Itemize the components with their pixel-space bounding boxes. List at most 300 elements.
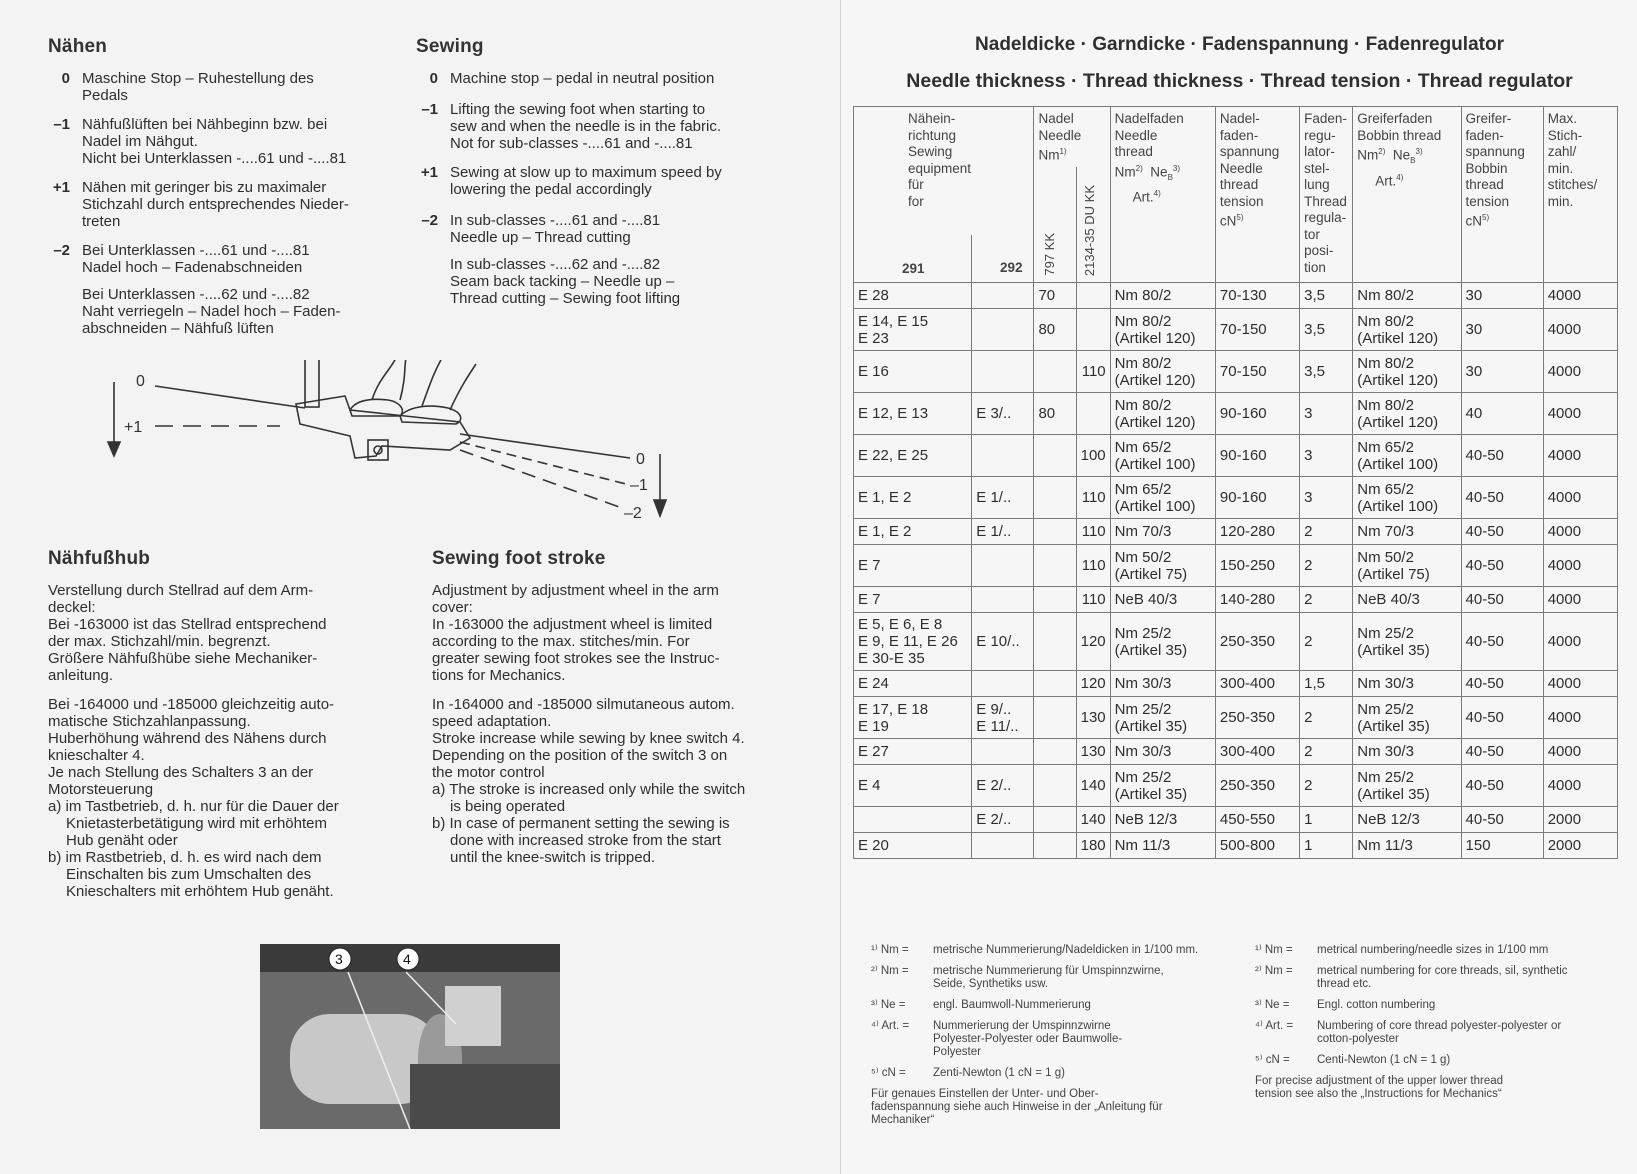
header-equipment — [854, 107, 1034, 283]
footnotes-en — [1255, 944, 1595, 1101]
step-item — [416, 212, 766, 246]
cell-291: E 4 — [854, 765, 972, 807]
minus1-dashed-line — [460, 442, 626, 484]
cell-needle-tension: 90-160 — [1215, 435, 1299, 477]
label-0-right: 0 — [636, 451, 645, 468]
cell-797kk — [1034, 833, 1076, 859]
cell-291: E 5, E 6, E 8 E 9, E 11, E 26 E 30-E 35 — [854, 613, 972, 671]
motor-photo-image — [260, 944, 560, 1129]
footnote-key: ⁴⁾ Art. = — [1255, 1020, 1294, 1032]
cell-291: E 22, E 25 — [854, 435, 972, 477]
cell-2134kk: 100 — [1076, 435, 1110, 477]
footnote-key: ²⁾ Nm = — [871, 965, 909, 977]
table-row — [854, 613, 1618, 671]
cell-regulator: 2 — [1300, 519, 1353, 545]
step-number: +1 — [52, 179, 70, 196]
cell-2134kk — [1076, 393, 1110, 435]
pedal-diagram — [100, 360, 700, 545]
step-item — [48, 116, 393, 167]
cell-797kk: 80 — [1034, 393, 1076, 435]
step-text: Nähen mit geringer bis zu maximaler Stichzahl durch entsprechendes Nieder- treten — [82, 179, 349, 230]
cell-needle-tension: 500-800 — [1215, 833, 1299, 859]
step-text: Machine stop – pedal in neutral position — [450, 70, 715, 87]
cell-292 — [972, 739, 1034, 765]
header-291: 291 — [902, 260, 925, 276]
step-text: Sewing at slow up to maximum speed by lowering the pedal accordingly — [450, 164, 722, 198]
cell-needle-thread: NeB 12/3 — [1110, 807, 1215, 833]
header-text: Bobbin thread — [1357, 127, 1442, 143]
cell-291: E 7 — [854, 587, 972, 613]
table-row — [854, 671, 1618, 697]
right-arrow-head — [654, 500, 666, 516]
footnote-key: ³⁾ Ne = — [871, 999, 906, 1011]
stroke-option-b: b) In case of permanent setting the sewing is done with increased stroke from the start until the knee-switch is tripped. — [432, 815, 730, 866]
cell-291: E 24 — [854, 671, 972, 697]
cell-bobbin-tension: 30 — [1461, 309, 1543, 351]
cell-2134kk: 120 — [1076, 671, 1110, 697]
cell-needle-thread: Nm 25/2 (Artikel 35) — [1110, 765, 1215, 807]
footnote-text: metrische Nummerierung für Umspinnzwirne, Seide, Synthetiks usw. — [933, 965, 1164, 990]
cell-292 — [972, 671, 1034, 697]
german-sewing-column — [48, 36, 393, 349]
cell-292 — [972, 309, 1034, 351]
footnote — [871, 999, 1211, 1012]
footnote-text: Centi-Newton (1 cN = 1 g) — [1317, 1054, 1451, 1066]
cell-regulator: 3,5 — [1300, 309, 1353, 351]
cell-2134kk: 140 — [1076, 807, 1110, 833]
cell-regulator: 3,5 — [1300, 283, 1353, 309]
footnote-ref: 3) — [1415, 147, 1423, 156]
cell-max-stitches: 4000 — [1543, 283, 1617, 309]
cell-797kk — [1034, 739, 1076, 765]
cell-2134kk — [1076, 309, 1110, 351]
table-row — [854, 435, 1618, 477]
footnote — [1255, 1020, 1595, 1046]
cell-needle-thread: Nm 30/3 — [1110, 739, 1215, 765]
stroke-paragraph: Adjustment by adjustment wheel in the arm cover: In -163000 the adjustment wheel is limited according to the max. stitches/min. For greater sewing foot strokes see the Instruc- tions for Mechanics. — [432, 582, 720, 684]
cell-bobbin-thread: Nm 25/2 (Artikel 35) — [1353, 613, 1461, 671]
cell-292 — [972, 283, 1034, 309]
cell-regulator: 2 — [1300, 739, 1353, 765]
footnote — [871, 965, 1211, 991]
step-item — [416, 70, 766, 87]
cell-292: E 2/.. — [972, 807, 1034, 833]
table-title-de: Nadeldicke · Garndicke · Fadenspannung · Fadenregulator — [975, 34, 1504, 55]
neutral-line-left — [155, 386, 305, 408]
footnote-ref: 1) — [1059, 147, 1067, 156]
label-plus1-left: +1 — [124, 419, 143, 436]
cell-bobbin-tension: 40-50 — [1461, 587, 1543, 613]
cell-bobbin-tension: 40-50 — [1461, 519, 1543, 545]
cell-bobbin-thread: Nm 70/3 — [1353, 519, 1461, 545]
cell-needle-tension: 250-350 — [1215, 697, 1299, 739]
header-needle-text: Nadel Needle Nm — [1038, 111, 1082, 163]
cell-292 — [972, 351, 1034, 393]
cell-bobbin-tension: 40-50 — [1461, 613, 1543, 671]
header-797kk: 797 KK — [1042, 233, 1058, 276]
cell-797kk — [1034, 671, 1076, 697]
footnote-ref: 4) — [1153, 189, 1161, 199]
cell-797kk — [1034, 435, 1076, 477]
cell-2134kk: 110 — [1076, 351, 1110, 393]
cell-291: E 20 — [854, 833, 972, 859]
cell-needle-thread: Nm 50/2 (Artikel 75) — [1110, 545, 1215, 587]
cell-needle-tension: 140-280 — [1215, 587, 1299, 613]
footnote-note: Für genaues Einstellen der Unter- und Ober- fadenspannung siehe auch Hinweise in der „Anleitung für Mechaniker“ — [871, 1088, 1163, 1126]
step-text: In sub-classes -....61 and -....81 Needle up – Thread cutting — [450, 212, 661, 246]
step-number: –1 — [421, 101, 438, 118]
footnote — [1255, 1054, 1595, 1067]
table-title-en: Needle thickness · Thread thickness · Thread tension · Thread regulator — [906, 70, 1573, 92]
header-text: Art. — [1375, 173, 1397, 189]
footnote — [1255, 944, 1595, 957]
cell-regulator: 2 — [1300, 697, 1353, 739]
cell-291: E 16 — [854, 351, 972, 393]
cell-regulator: 3,5 — [1300, 351, 1353, 393]
footnote-text: Engl. cotton numbering — [1317, 999, 1436, 1011]
cell-bobbin-thread: Nm 80/2 (Artikel 120) — [1353, 393, 1461, 435]
footnote-text: Zenti-Newton (1 cN = 1 g) — [933, 1067, 1065, 1079]
footnote-key: ⁵⁾ cN = — [1255, 1054, 1290, 1066]
cell-797kk: 70 — [1034, 283, 1076, 309]
left-leg-line — [372, 360, 396, 400]
cell-291: E 1, E 2 — [854, 477, 972, 519]
footnote-key: ⁵⁾ cN = — [871, 1067, 906, 1079]
cell-needle-tension: 300-400 — [1215, 671, 1299, 697]
cell-needle-thread: Nm 30/3 — [1110, 671, 1215, 697]
cell-797kk — [1034, 587, 1076, 613]
cell-2134kk: 110 — [1076, 587, 1110, 613]
section-title-naehfusshub: Nähfußhub — [48, 548, 151, 569]
right-page — [840, 0, 1637, 1174]
step-extra — [82, 286, 393, 337]
table-row — [854, 283, 1618, 309]
neutral-line-right — [460, 434, 630, 458]
step-text: Lifting the sewing foot when starting to sew and when the needle is in the fabric. Not for sub-classes -....61 and -....81 — [450, 101, 722, 152]
footnote-text: metrical numbering/needle sizes in 1/100 mm — [1317, 944, 1549, 956]
cell-797kk — [1034, 477, 1076, 519]
step-text: Nähfußlüften bei Nähbeginn bzw. bei Nadel im Nähgut. Nicht bei Unterklassen -....61 und -....81 — [82, 116, 347, 167]
cell-291: E 17, E 18 E 19 — [854, 697, 972, 739]
step-number: –1 — [53, 116, 70, 133]
step-item — [48, 242, 393, 276]
cell-797kk — [1034, 545, 1076, 587]
table-row — [854, 833, 1618, 859]
stroke-paragraph: Bei -164000 und -185000 gleichzeitig auto- matische Stichzahlanpassung. Huberhöhung während des Nähens durch knieschalter 4. Je nach Stellung des Schalters 3 an der Motorsteuerung — [48, 696, 335, 798]
minus2-dashed-line — [460, 450, 622, 508]
cell-bobbin-thread: Nm 25/2 (Artikel 35) — [1353, 697, 1461, 739]
right-leg-line-2 — [450, 364, 476, 410]
cell-max-stitches: 4000 — [1543, 309, 1617, 351]
header-equipment-label: Nähein- richtung Sewing equipment für for — [908, 111, 972, 209]
table-row — [854, 587, 1618, 613]
header-art — [1357, 170, 1456, 190]
footnote — [1255, 999, 1595, 1012]
cell-291: E 14, E 15 E 23 — [854, 309, 972, 351]
footnote — [871, 1067, 1211, 1080]
cell-needle-thread: Nm 80/2 (Artikel 120) — [1110, 393, 1215, 435]
cell-max-stitches: 4000 — [1543, 351, 1617, 393]
header-text: Art. — [1132, 189, 1154, 205]
header-needle-tension — [1215, 107, 1299, 283]
cell-regulator: 1 — [1300, 807, 1353, 833]
cell-292 — [972, 435, 1034, 477]
cell-797kk — [1034, 765, 1076, 807]
cell-needle-tension: 450-550 — [1215, 807, 1299, 833]
header-292: 292 — [1000, 259, 1023, 275]
cell-bobbin-tension: 40-50 — [1461, 697, 1543, 739]
header-needle — [1034, 107, 1110, 283]
cell-292 — [972, 833, 1034, 859]
cell-bobbin-thread: Nm 25/2 (Artikel 35) — [1353, 765, 1461, 807]
cell-needle-tension: 120-280 — [1215, 519, 1299, 545]
cell-max-stitches: 4000 — [1543, 613, 1617, 671]
pedal-body — [296, 396, 470, 458]
cell-bobbin-thread: Nm 50/2 (Artikel 75) — [1353, 545, 1461, 587]
label-0-left: 0 — [136, 373, 145, 390]
cell-max-stitches: 2000 — [1543, 807, 1617, 833]
footnote-text: Numbering of core thread polyester-polyester or cotton-polyester — [1317, 1020, 1562, 1045]
cell-2134kk: 180 — [1076, 833, 1110, 859]
cell-needle-thread: Nm 25/2 (Artikel 35) — [1110, 697, 1215, 739]
cell-regulator: 2 — [1300, 765, 1353, 807]
cell-needle-thread: Nm 65/2 (Artikel 100) — [1110, 435, 1215, 477]
cell-regulator: 3 — [1300, 393, 1353, 435]
cell-bobbin-thread: NeB 12/3 — [1353, 807, 1461, 833]
header-needle-thread — [1110, 107, 1215, 283]
cell-291: E 12, E 13 — [854, 393, 972, 435]
thread-spec-table — [853, 106, 1618, 859]
cell-max-stitches: 4000 — [1543, 587, 1617, 613]
cell-max-stitches: 4000 — [1543, 671, 1617, 697]
header-text: thread — [1114, 144, 1153, 159]
footnote-key: ³⁾ Ne = — [1255, 999, 1290, 1011]
cell-bobbin-tension: 40-50 — [1461, 545, 1543, 587]
footnote-ref: 2) — [1135, 163, 1143, 173]
step-extra — [450, 256, 766, 307]
header-text: Ne — [1150, 164, 1168, 179]
stroke-options — [432, 781, 782, 866]
cell-regulator: 1,5 — [1300, 671, 1353, 697]
cell-292: E 1/.. — [972, 477, 1034, 519]
cell-797kk — [1034, 613, 1076, 671]
table-row — [854, 351, 1618, 393]
cell-292: E 2/.. — [972, 765, 1034, 807]
german-stroke-column — [48, 548, 378, 900]
cell-292: E 3/.. — [972, 393, 1034, 435]
needle-split — [1076, 167, 1077, 283]
cell-292 — [972, 587, 1034, 613]
stroke-option-a: a) im Tastbetrieb, d. h. nur für die Dauer der Knietasterbetätigung wird mit erhöhtem Hub genäht oder — [48, 798, 339, 849]
footnote-text: metrical numbering for core threads, sil, synthetic thread etc. — [1317, 965, 1568, 990]
cell-needle-thread: Nm 70/3 — [1110, 519, 1215, 545]
cell-bobbin-tension: 40-50 — [1461, 477, 1543, 519]
cell-797kk — [1034, 351, 1076, 393]
header-text: Nm — [1357, 147, 1379, 163]
footnote-ref: 4) — [1396, 172, 1404, 182]
footnote-key: ¹⁾ Nm = — [1255, 944, 1293, 956]
header-max-stitches: Max. Stich- zahl/ min. stitches/ min. — [1543, 107, 1617, 283]
cell-needle-thread: Nm 11/3 — [1110, 833, 1215, 859]
cell-bobbin-thread: Nm 30/3 — [1353, 671, 1461, 697]
cell-bobbin-tension: 40-50 — [1461, 435, 1543, 477]
header-nm-ne — [1357, 144, 1456, 170]
cell-regulator: 2 — [1300, 545, 1353, 587]
header-291-cell — [854, 235, 972, 283]
cell-bobbin-thread: Nm 65/2 (Artikel 100) — [1353, 435, 1461, 477]
footnote-ref: 3) — [1172, 163, 1181, 173]
footnote-text: Nummerierung der Umspinnzwirne Polyester-Polyester oder Baumwolle- Polyester — [933, 1020, 1123, 1058]
label-minus2-right: –2 — [624, 505, 642, 522]
callout-4: 4 — [403, 951, 411, 967]
step-extra-text: Bei Unterklassen -....62 und -....82 Naht verriegeln – Nadel hoch – Faden- abschneiden – Nähfuß lüften — [82, 286, 341, 337]
cell-max-stitches: 4000 — [1543, 697, 1617, 739]
footnote-text: metrische Nummerierung/Nadeldicken in 1/100 mm. — [933, 944, 1199, 956]
step-number: 0 — [429, 70, 438, 87]
cell-needle-tension: 90-160 — [1215, 393, 1299, 435]
header-nm-ne — [1115, 161, 1211, 187]
header-bobbin-thread — [1353, 107, 1461, 283]
stroke-options — [48, 798, 378, 900]
cell-2134kk: 110 — [1076, 545, 1110, 587]
table-row — [854, 807, 1618, 833]
header-text: Nm — [1114, 164, 1136, 179]
stroke-paragraph: In -164000 and -185000 silmutaneous autom. speed adaptation. Stroke increase while sewing by knee switch 4. Depending on the position of the switch 3 on the motor control — [432, 696, 745, 781]
right-leg-line — [422, 360, 442, 406]
cell-797kk — [1034, 697, 1076, 739]
cell-regulator: 3 — [1300, 477, 1353, 519]
footnote-text: engl. Baumwoll-Nummerierung — [933, 999, 1091, 1011]
step-number: –2 — [421, 212, 438, 229]
cell-max-stitches: 4000 — [1543, 435, 1617, 477]
cell-needle-tension: 70-130 — [1215, 283, 1299, 309]
cell-needle-thread: Nm 25/2 (Artikel 35) — [1110, 613, 1215, 671]
step-number: 0 — [61, 70, 70, 87]
cell-2134kk: 140 — [1076, 765, 1110, 807]
cell-2134kk: 110 — [1076, 477, 1110, 519]
english-stroke-column — [432, 548, 782, 866]
cell-max-stitches: 4000 — [1543, 393, 1617, 435]
cell-797kk — [1034, 807, 1076, 833]
table-row — [854, 765, 1618, 807]
cell-bobbin-thread: Nm 80/2 (Artikel 120) — [1353, 351, 1461, 393]
header-text: Nadel- faden- spannung Needle thread tension cN — [1219, 111, 1280, 229]
table-row — [854, 519, 1618, 545]
cell-bobbin-tension: 40-50 — [1461, 739, 1543, 765]
cell-max-stitches: 2000 — [1543, 833, 1617, 859]
footnote-key: ²⁾ Nm = — [1255, 965, 1293, 977]
cell-2134kk: 130 — [1076, 739, 1110, 765]
callout-3: 3 — [335, 951, 343, 967]
footnote — [871, 1020, 1211, 1059]
cell-needle-thread: Nm 65/2 (Artikel 100) — [1110, 477, 1215, 519]
footnote-ref: 2) — [1378, 147, 1386, 156]
header-text: Greifer- faden- spannung Bobbin thread tension cN — [1465, 111, 1525, 229]
cell-292 — [972, 545, 1034, 587]
stroke-paragraph: Verstellung durch Stellrad auf dem Arm- deckel: Bei -163000 ist das Stellrad entsprechend der max. Stichzahl/min. begrenzt. Größere Nähfußhübe siehe Mechaniker- anleitung. — [48, 582, 327, 684]
cell-max-stitches: 4000 — [1543, 739, 1617, 765]
cell-bobbin-tension: 40-50 — [1461, 671, 1543, 697]
cell-needle-tension: 70-150 — [1215, 309, 1299, 351]
cell-2134kk: 120 — [1076, 613, 1110, 671]
footnote-ref: 5) — [1236, 213, 1244, 222]
step-item — [48, 179, 393, 230]
cell-needle-tension: 250-350 — [1215, 613, 1299, 671]
step-item — [48, 70, 393, 104]
step-text: Bei Unterklassen -....61 und -....81 Nadel hoch – Fadenabschneiden — [82, 242, 310, 276]
cell-regulator: 2 — [1300, 613, 1353, 671]
english-sewing-column — [416, 36, 766, 319]
step-number: +1 — [420, 164, 438, 181]
cell-797kk: 80 — [1034, 309, 1076, 351]
section-title-sewing-foot-stroke: Sewing foot stroke — [432, 548, 606, 569]
table-row — [854, 545, 1618, 587]
subscript: B — [1167, 172, 1173, 182]
cell-needle-tension: 300-400 — [1215, 739, 1299, 765]
subscript: B — [1410, 156, 1416, 166]
header-art — [1115, 186, 1211, 206]
cell-bobbin-tension: 40-50 — [1461, 765, 1543, 807]
cell-bobbin-thread: Nm 80/2 — [1353, 283, 1461, 309]
cell-bobbin-thread: Nm 30/3 — [1353, 739, 1461, 765]
cell-2134kk: 110 — [1076, 519, 1110, 545]
cell-bobbin-thread: NeB 40/3 — [1353, 587, 1461, 613]
step-number: –2 — [53, 242, 70, 259]
cell-needle-thread: NeB 40/3 — [1110, 587, 1215, 613]
section-title-naehen: Nähen — [48, 36, 108, 57]
cell-regulator: 1 — [1300, 833, 1353, 859]
footnote-ref: 5) — [1482, 213, 1490, 222]
cell-291 — [854, 807, 972, 833]
cell-regulator: 2 — [1300, 587, 1353, 613]
cell-bobbin-tension: 30 — [1461, 351, 1543, 393]
cell-bobbin-thread: Nm 65/2 (Artikel 100) — [1353, 477, 1461, 519]
motor-photo — [260, 944, 560, 1129]
table-row — [854, 739, 1618, 765]
cell-291: E 1, E 2 — [854, 519, 972, 545]
cell-291: E 27 — [854, 739, 972, 765]
cell-2134kk: 130 — [1076, 697, 1110, 739]
header-bobbin-tension — [1461, 107, 1543, 283]
table-row — [854, 393, 1618, 435]
table-row — [854, 477, 1618, 519]
cell-max-stitches: 4000 — [1543, 519, 1617, 545]
cell-needle-thread: Nm 80/2 (Artikel 120) — [1110, 309, 1215, 351]
footnote-key: ⁴⁾ Art. = — [871, 1020, 910, 1032]
cell-bobbin-thread: Nm 80/2 (Artikel 120) — [1353, 309, 1461, 351]
footnote-key: ¹⁾ Nm = — [871, 944, 909, 956]
cell-bobbin-tension: 30 — [1461, 283, 1543, 309]
cell-bobbin-tension: 40-50 — [1461, 807, 1543, 833]
step-extra-text: In sub-classes -....62 and -....82 Seam back tacking – Needle up – Thread cutting – Sewing foot lifting — [450, 256, 681, 307]
footnote-note: For precise adjustment of the upper lower thread tension see also the „Instructions for Mechanics“ — [1255, 1075, 1504, 1100]
step-item — [416, 101, 766, 152]
table-row — [854, 309, 1618, 351]
cell-797kk — [1034, 519, 1076, 545]
cell-max-stitches: 4000 — [1543, 477, 1617, 519]
table-row — [854, 697, 1618, 739]
cell-bobbin-thread: Nm 11/3 — [1353, 833, 1461, 859]
cell-needle-tension: 70-150 — [1215, 351, 1299, 393]
cell-max-stitches: 4000 — [1543, 545, 1617, 587]
cell-needle-thread: Nm 80/2 — [1110, 283, 1215, 309]
footnote — [1255, 965, 1595, 991]
footnote — [871, 944, 1211, 957]
header-text: Ne — [1392, 147, 1411, 163]
cell-needle-tension: 150-250 — [1215, 545, 1299, 587]
stroke-option-a: a) The stroke is increased only while the switch is being operated — [432, 781, 746, 815]
step-item — [416, 164, 766, 198]
